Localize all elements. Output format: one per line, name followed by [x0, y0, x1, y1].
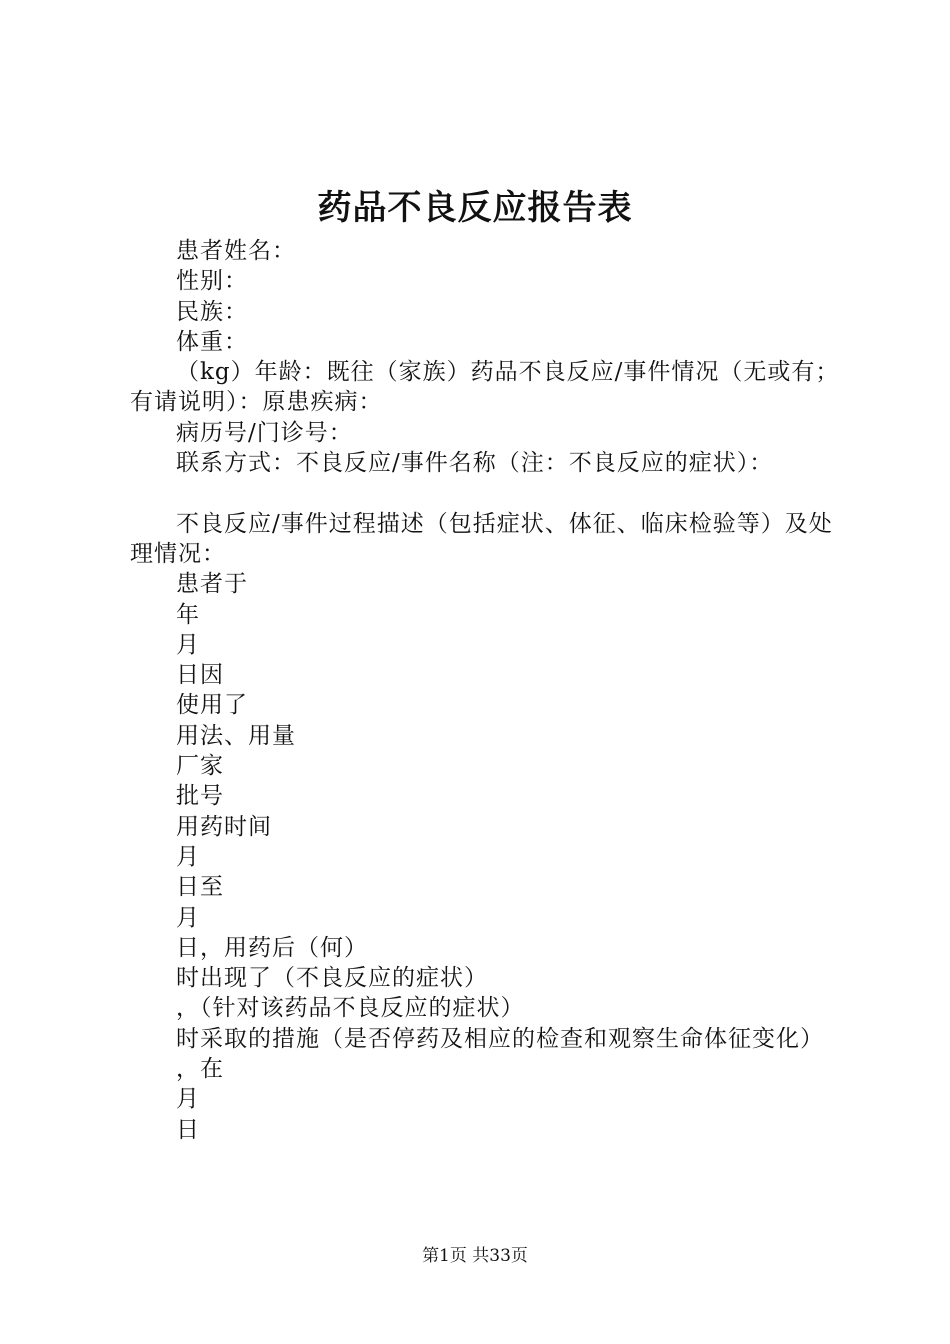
paragraph-blank [130, 478, 840, 508]
paragraph-line: 日 [176, 1116, 200, 1143]
page-title: 药品不良反应报告表 [317, 188, 633, 228]
paragraph-line: 月 [176, 1086, 200, 1113]
paragraph-line: 月 [176, 904, 200, 931]
paragraph-line: 日，用药后（何） [176, 934, 368, 961]
paragraph-line: 厂家 [176, 753, 224, 780]
paragraph-line: 批号 [176, 783, 224, 810]
paragraph-line: 月 [176, 843, 200, 870]
paragraph-line: 用药时间 [176, 813, 272, 840]
paragraph-line: 时出现了（不良反应的症状） [176, 965, 488, 992]
paragraph-line: 患者于 [176, 571, 248, 598]
paragraph-age-history: （kg）年龄：既往（家族）药品不良反应/事件情况（无或有；有请说明）：原患疾病： [130, 359, 840, 416]
paragraph-line: ，（针对该药品不良反应的症状） [176, 995, 525, 1022]
paragraph-line: 用法、用量 [176, 722, 296, 749]
paragraph-patient-name: 患者姓名： [176, 238, 296, 264]
paragraph-line: ，在 [176, 1056, 224, 1083]
paragraph-process-description: 不良反应/事件过程描述（包括症状、体征、临床检验等）及处理情况： [130, 510, 833, 567]
paragraph-line: 日至 [176, 874, 224, 901]
document-body [130, 236, 840, 1145]
paragraph-line: 日因 [176, 662, 224, 689]
paragraph-record-number: 病历号/门诊号： [176, 419, 353, 446]
paragraph-line: 使用了 [176, 692, 248, 719]
paragraph-contact: 联系方式：不良反应/事件名称（注：不良反应的症状）： [176, 450, 774, 477]
paragraph-weight: 体重： [176, 328, 248, 355]
page-footer: 第1页 共33页 [422, 1246, 528, 1266]
paragraph-ethnicity: 民族： [176, 298, 248, 325]
paragraph-line: 月 [176, 631, 200, 658]
paragraph-line: 年 [176, 601, 200, 628]
paragraph-gender: 性别： [176, 268, 248, 295]
paragraph-measures: 时采取的措施（是否停药及相应的检查和观察生命体征变化） [176, 1025, 824, 1052]
